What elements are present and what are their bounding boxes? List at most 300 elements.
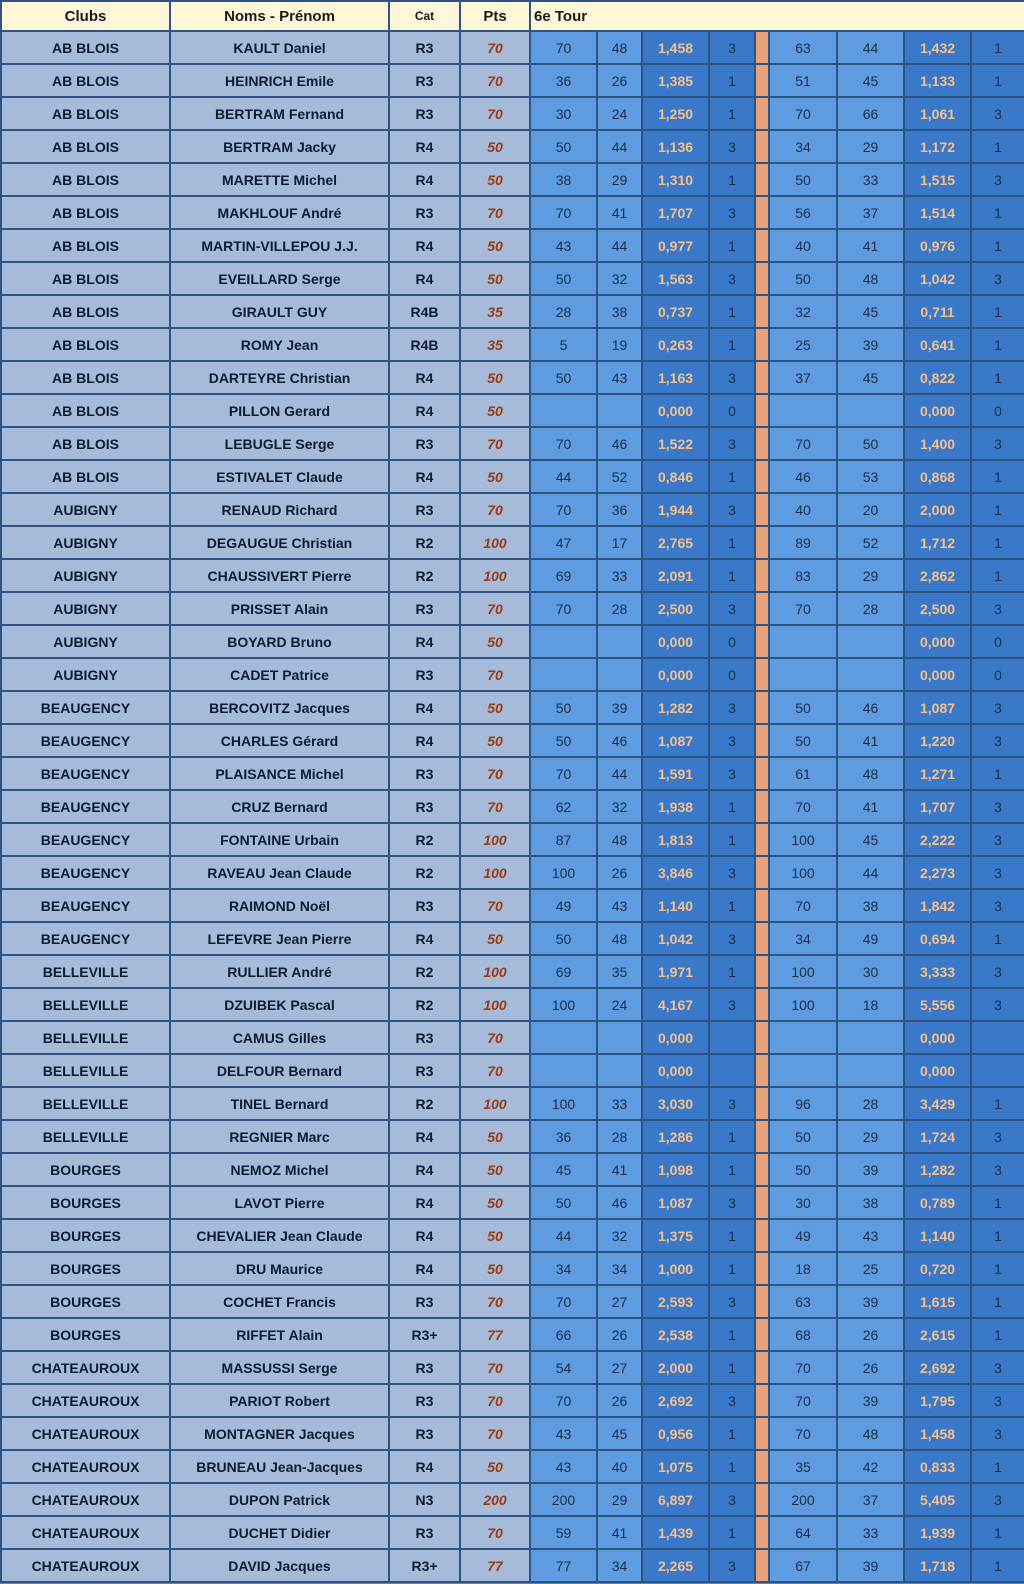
r2-innings-cell: 48 bbox=[837, 757, 904, 790]
name-cell: DARTEYRE Christian bbox=[170, 361, 389, 394]
r1-average-cell: 2,000 bbox=[642, 1351, 709, 1384]
r2-average-cell: 0,000 bbox=[904, 625, 971, 658]
r1-average-cell: 0,263 bbox=[642, 328, 709, 361]
club-cell: BEAUGENCY bbox=[1, 724, 170, 757]
r2-innings-cell: 53 bbox=[837, 460, 904, 493]
club-cell: AB BLOIS bbox=[1, 328, 170, 361]
cat-cell: R4 bbox=[389, 724, 460, 757]
r1-innings-cell: 32 bbox=[597, 1219, 642, 1252]
r2-score-cell: 64 bbox=[769, 1516, 837, 1549]
r1-innings-cell: 34 bbox=[597, 1549, 642, 1582]
r2-average-cell: 2,222 bbox=[904, 823, 971, 856]
r2-points-cell: 3 bbox=[971, 97, 1024, 130]
r1-score-cell: 44 bbox=[530, 1219, 597, 1252]
r2-score-cell: 50 bbox=[769, 163, 837, 196]
r1-score-cell: 200 bbox=[530, 1483, 597, 1516]
cat-cell: R4 bbox=[389, 460, 460, 493]
r2-average-cell: 1,458 bbox=[904, 1417, 971, 1450]
r2-score-cell: 70 bbox=[769, 1417, 837, 1450]
r2-points-cell: 1 bbox=[971, 229, 1024, 262]
club-cell: AB BLOIS bbox=[1, 262, 170, 295]
r1-innings-cell bbox=[597, 1054, 642, 1087]
r2-innings-cell: 45 bbox=[837, 295, 904, 328]
r2-innings-cell: 66 bbox=[837, 97, 904, 130]
name-cell: EVEILLARD Serge bbox=[170, 262, 389, 295]
separator-cell bbox=[755, 1318, 769, 1351]
r2-score-cell: 63 bbox=[769, 1285, 837, 1318]
r1-innings-cell: 33 bbox=[597, 1087, 642, 1120]
r2-points-cell: 3 bbox=[971, 790, 1024, 823]
r1-points-cell: 3 bbox=[709, 1384, 755, 1417]
cat-cell: R4 bbox=[389, 1153, 460, 1186]
r2-score-cell: 30 bbox=[769, 1186, 837, 1219]
pts-cell: 70 bbox=[460, 1285, 530, 1318]
name-cell: MONTAGNER Jacques bbox=[170, 1417, 389, 1450]
r2-average-cell: 0,711 bbox=[904, 295, 971, 328]
r2-score-cell: 50 bbox=[769, 724, 837, 757]
r2-score-cell: 70 bbox=[769, 427, 837, 460]
name-cell: BERCOVITZ Jacques bbox=[170, 691, 389, 724]
r1-innings-cell: 41 bbox=[597, 1516, 642, 1549]
separator-cell bbox=[755, 64, 769, 97]
separator-cell bbox=[755, 1021, 769, 1054]
r1-average-cell: 1,813 bbox=[642, 823, 709, 856]
pts-cell: 70 bbox=[460, 1516, 530, 1549]
r1-innings-cell: 34 bbox=[597, 1252, 642, 1285]
name-cell: HEINRICH Emile bbox=[170, 64, 389, 97]
r1-average-cell: 1,075 bbox=[642, 1450, 709, 1483]
r1-points-cell: 1 bbox=[709, 97, 755, 130]
r1-points-cell: 3 bbox=[709, 31, 755, 64]
r1-average-cell: 1,310 bbox=[642, 163, 709, 196]
pts-cell: 70 bbox=[460, 1417, 530, 1450]
r2-points-cell: 1 bbox=[971, 1186, 1024, 1219]
r1-innings-cell: 38 bbox=[597, 295, 642, 328]
r1-points-cell: 3 bbox=[709, 1087, 755, 1120]
separator-cell bbox=[755, 1516, 769, 1549]
r2-points-cell: 0 bbox=[971, 394, 1024, 427]
separator-cell bbox=[755, 889, 769, 922]
club-cell: BELLEVILLE bbox=[1, 955, 170, 988]
r2-points-cell: 1 bbox=[971, 31, 1024, 64]
r1-score-cell bbox=[530, 394, 597, 427]
table-row bbox=[1, 163, 1024, 196]
r2-points-cell: 0 bbox=[971, 658, 1024, 691]
r1-innings-cell: 36 bbox=[597, 493, 642, 526]
r2-score-cell: 25 bbox=[769, 328, 837, 361]
r1-score-cell: 87 bbox=[530, 823, 597, 856]
r1-points-cell bbox=[709, 1054, 755, 1087]
r2-average-cell: 0,000 bbox=[904, 1054, 971, 1087]
r1-points-cell: 1 bbox=[709, 1318, 755, 1351]
r2-score-cell: 46 bbox=[769, 460, 837, 493]
r2-points-cell: 3 bbox=[971, 427, 1024, 460]
name-cell: RAIMOND Noël bbox=[170, 889, 389, 922]
name-cell: BERTRAM Fernand bbox=[170, 97, 389, 130]
r1-score-cell: 50 bbox=[530, 361, 597, 394]
r1-score-cell bbox=[530, 625, 597, 658]
name-cell: KAULT Daniel bbox=[170, 31, 389, 64]
r1-innings-cell: 43 bbox=[597, 889, 642, 922]
table-row bbox=[1, 592, 1024, 625]
pts-cell: 70 bbox=[460, 1384, 530, 1417]
r2-points-cell: 3 bbox=[971, 592, 1024, 625]
club-cell: BOURGES bbox=[1, 1252, 170, 1285]
r1-score-cell: 50 bbox=[530, 724, 597, 757]
name-cell: PLAISANCE Michel bbox=[170, 757, 389, 790]
r2-points-cell: 1 bbox=[971, 328, 1024, 361]
r1-innings-cell: 28 bbox=[597, 592, 642, 625]
r1-score-cell: 34 bbox=[530, 1252, 597, 1285]
header-cat: Cat bbox=[389, 1, 460, 31]
r1-score-cell: 50 bbox=[530, 262, 597, 295]
pts-cell: 77 bbox=[460, 1318, 530, 1351]
r1-average-cell: 2,765 bbox=[642, 526, 709, 559]
club-cell: AB BLOIS bbox=[1, 64, 170, 97]
r1-score-cell: 43 bbox=[530, 229, 597, 262]
cat-cell: R3 bbox=[389, 592, 460, 625]
separator-cell bbox=[755, 922, 769, 955]
r2-innings-cell: 37 bbox=[837, 196, 904, 229]
r2-score-cell: 18 bbox=[769, 1252, 837, 1285]
r2-innings-cell: 18 bbox=[837, 988, 904, 1021]
club-cell: AUBIGNY bbox=[1, 559, 170, 592]
r1-innings-cell: 17 bbox=[597, 526, 642, 559]
cat-cell: R3 bbox=[389, 493, 460, 526]
cat-cell: R4 bbox=[389, 1252, 460, 1285]
header-clubs: Clubs bbox=[1, 1, 170, 31]
r1-points-cell: 1 bbox=[709, 1120, 755, 1153]
name-cell: CHEVALIER Jean Claude bbox=[170, 1219, 389, 1252]
club-cell: CHATEAUROUX bbox=[1, 1516, 170, 1549]
club-cell: BELLEVILLE bbox=[1, 1087, 170, 1120]
pts-cell: 50 bbox=[460, 1153, 530, 1186]
r1-average-cell: 1,439 bbox=[642, 1516, 709, 1549]
club-cell: AB BLOIS bbox=[1, 97, 170, 130]
r2-innings-cell: 39 bbox=[837, 1549, 904, 1582]
club-cell: AUBIGNY bbox=[1, 493, 170, 526]
name-cell: CRUZ Bernard bbox=[170, 790, 389, 823]
r1-innings-cell: 33 bbox=[597, 559, 642, 592]
r1-score-cell: 70 bbox=[530, 1384, 597, 1417]
r1-points-cell: 3 bbox=[709, 1549, 755, 1582]
r2-points-cell: 3 bbox=[971, 262, 1024, 295]
r2-average-cell: 1,795 bbox=[904, 1384, 971, 1417]
r2-innings-cell: 45 bbox=[837, 64, 904, 97]
table-row bbox=[1, 1153, 1024, 1186]
table-row bbox=[1, 526, 1024, 559]
table-row bbox=[1, 262, 1024, 295]
r2-average-cell: 0,694 bbox=[904, 922, 971, 955]
separator-cell bbox=[755, 955, 769, 988]
r2-average-cell: 1,271 bbox=[904, 757, 971, 790]
r2-innings-cell: 37 bbox=[837, 1483, 904, 1516]
r1-points-cell: 3 bbox=[709, 757, 755, 790]
r2-points-cell: 1 bbox=[971, 922, 1024, 955]
table-row bbox=[1, 1483, 1024, 1516]
pts-cell: 50 bbox=[460, 394, 530, 427]
separator-cell bbox=[755, 295, 769, 328]
cat-cell: R3+ bbox=[389, 1318, 460, 1351]
club-cell: CHATEAUROUX bbox=[1, 1384, 170, 1417]
separator-cell bbox=[755, 130, 769, 163]
r2-innings-cell: 39 bbox=[837, 1153, 904, 1186]
r1-score-cell: 70 bbox=[530, 1285, 597, 1318]
r1-average-cell: 1,000 bbox=[642, 1252, 709, 1285]
r2-average-cell: 1,432 bbox=[904, 31, 971, 64]
r1-innings-cell: 32 bbox=[597, 790, 642, 823]
separator-cell bbox=[755, 988, 769, 1021]
r1-average-cell: 2,593 bbox=[642, 1285, 709, 1318]
r1-average-cell: 4,167 bbox=[642, 988, 709, 1021]
club-cell: BEAUGENCY bbox=[1, 823, 170, 856]
club-cell: AB BLOIS bbox=[1, 229, 170, 262]
r1-innings-cell: 48 bbox=[597, 823, 642, 856]
table-row bbox=[1, 130, 1024, 163]
r2-score-cell bbox=[769, 394, 837, 427]
cat-cell: R4 bbox=[389, 361, 460, 394]
club-cell: CHATEAUROUX bbox=[1, 1450, 170, 1483]
r2-score-cell: 83 bbox=[769, 559, 837, 592]
pts-cell: 50 bbox=[460, 625, 530, 658]
r2-score-cell: 100 bbox=[769, 988, 837, 1021]
pts-cell: 70 bbox=[460, 658, 530, 691]
pts-cell: 50 bbox=[460, 130, 530, 163]
r2-innings-cell: 33 bbox=[837, 1516, 904, 1549]
separator-cell bbox=[755, 1153, 769, 1186]
name-cell: ROMY Jean bbox=[170, 328, 389, 361]
r1-innings-cell bbox=[597, 394, 642, 427]
r1-score-cell: 47 bbox=[530, 526, 597, 559]
r2-innings-cell: 45 bbox=[837, 823, 904, 856]
cat-cell: R3 bbox=[389, 196, 460, 229]
r2-average-cell: 5,405 bbox=[904, 1483, 971, 1516]
r2-average-cell: 0,868 bbox=[904, 460, 971, 493]
cat-cell: R4 bbox=[389, 163, 460, 196]
r1-innings-cell bbox=[597, 1021, 642, 1054]
r1-average-cell: 0,846 bbox=[642, 460, 709, 493]
r2-points-cell: 1 bbox=[971, 1087, 1024, 1120]
r2-score-cell: 96 bbox=[769, 1087, 837, 1120]
club-cell: CHATEAUROUX bbox=[1, 1483, 170, 1516]
separator-cell bbox=[755, 1384, 769, 1417]
r2-average-cell: 1,133 bbox=[904, 64, 971, 97]
club-cell: AB BLOIS bbox=[1, 295, 170, 328]
name-cell: REGNIER Marc bbox=[170, 1120, 389, 1153]
r2-innings-cell: 41 bbox=[837, 790, 904, 823]
pts-cell: 70 bbox=[460, 790, 530, 823]
separator-cell bbox=[755, 1351, 769, 1384]
r2-average-cell: 3,333 bbox=[904, 955, 971, 988]
club-cell: BEAUGENCY bbox=[1, 922, 170, 955]
club-cell: AUBIGNY bbox=[1, 658, 170, 691]
r2-innings-cell: 30 bbox=[837, 955, 904, 988]
cat-cell: R3 bbox=[389, 1351, 460, 1384]
r1-average-cell: 2,692 bbox=[642, 1384, 709, 1417]
name-cell: TINEL Bernard bbox=[170, 1087, 389, 1120]
r2-points-cell: 1 bbox=[971, 526, 1024, 559]
cat-cell: R2 bbox=[389, 1087, 460, 1120]
table-row bbox=[1, 691, 1024, 724]
r2-score-cell: 34 bbox=[769, 130, 837, 163]
header-tour: 6e Tour bbox=[530, 1, 642, 31]
r1-points-cell: 1 bbox=[709, 1516, 755, 1549]
r2-average-cell: 1,061 bbox=[904, 97, 971, 130]
r1-average-cell: 1,385 bbox=[642, 64, 709, 97]
r2-average-cell: 1,042 bbox=[904, 262, 971, 295]
r2-innings-cell: 29 bbox=[837, 1120, 904, 1153]
r2-points-cell: 1 bbox=[971, 1549, 1024, 1582]
name-cell: RIFFET Alain bbox=[170, 1318, 389, 1351]
pts-cell: 50 bbox=[460, 262, 530, 295]
r2-innings-cell: 25 bbox=[837, 1252, 904, 1285]
r1-points-cell: 1 bbox=[709, 526, 755, 559]
r2-score-cell: 200 bbox=[769, 1483, 837, 1516]
r2-score-cell: 70 bbox=[769, 1351, 837, 1384]
pts-cell: 70 bbox=[460, 31, 530, 64]
club-cell: AUBIGNY bbox=[1, 592, 170, 625]
cat-cell: R4 bbox=[389, 1186, 460, 1219]
name-cell: MARETTE Michel bbox=[170, 163, 389, 196]
pts-cell: 70 bbox=[460, 64, 530, 97]
r1-points-cell: 1 bbox=[709, 1252, 755, 1285]
pts-cell: 100 bbox=[460, 988, 530, 1021]
name-cell: RAVEAU Jean Claude bbox=[170, 856, 389, 889]
r1-average-cell: 1,707 bbox=[642, 196, 709, 229]
r2-score-cell: 70 bbox=[769, 790, 837, 823]
r1-points-cell: 1 bbox=[709, 889, 755, 922]
r2-points-cell: 1 bbox=[971, 757, 1024, 790]
separator-cell bbox=[755, 1054, 769, 1087]
cat-cell: R3 bbox=[389, 1417, 460, 1450]
pts-cell: 70 bbox=[460, 1351, 530, 1384]
club-cell: BOURGES bbox=[1, 1186, 170, 1219]
cat-cell: R3 bbox=[389, 31, 460, 64]
r2-points-cell: 3 bbox=[971, 724, 1024, 757]
r1-average-cell: 0,000 bbox=[642, 1054, 709, 1087]
separator-cell bbox=[755, 790, 769, 823]
cat-cell: R4 bbox=[389, 1450, 460, 1483]
cat-cell: R3 bbox=[389, 1516, 460, 1549]
name-cell: LEFEVRE Jean Pierre bbox=[170, 922, 389, 955]
table-body bbox=[1, 31, 1024, 1582]
r1-innings-cell: 19 bbox=[597, 328, 642, 361]
table-row bbox=[1, 724, 1024, 757]
separator-cell bbox=[755, 1285, 769, 1318]
pts-cell: 70 bbox=[460, 493, 530, 526]
separator-cell bbox=[755, 1219, 769, 1252]
cat-cell: R3 bbox=[389, 1054, 460, 1087]
pts-cell: 70 bbox=[460, 1021, 530, 1054]
r2-average-cell: 2,273 bbox=[904, 856, 971, 889]
r2-score-cell: 70 bbox=[769, 592, 837, 625]
r2-average-cell: 0,976 bbox=[904, 229, 971, 262]
name-cell: BOYARD Bruno bbox=[170, 625, 389, 658]
table-row bbox=[1, 625, 1024, 658]
r2-points-cell: 3 bbox=[971, 691, 1024, 724]
r2-average-cell: 0,720 bbox=[904, 1252, 971, 1285]
club-cell: BEAUGENCY bbox=[1, 691, 170, 724]
r1-score-cell: 49 bbox=[530, 889, 597, 922]
r2-points-cell: 1 bbox=[971, 493, 1024, 526]
cat-cell: R4 bbox=[389, 922, 460, 955]
separator-cell bbox=[755, 1186, 769, 1219]
cat-cell: R4B bbox=[389, 328, 460, 361]
pts-cell: 70 bbox=[460, 196, 530, 229]
table-row bbox=[1, 757, 1024, 790]
r1-average-cell: 0,000 bbox=[642, 625, 709, 658]
cat-cell: R3+ bbox=[389, 1549, 460, 1582]
r1-score-cell: 50 bbox=[530, 1186, 597, 1219]
r1-average-cell: 1,087 bbox=[642, 1186, 709, 1219]
r1-points-cell: 1 bbox=[709, 1153, 755, 1186]
r2-average-cell: 1,140 bbox=[904, 1219, 971, 1252]
table-row bbox=[1, 790, 1024, 823]
table-row bbox=[1, 1219, 1024, 1252]
cat-cell: N3 bbox=[389, 1483, 460, 1516]
cat-cell: R2 bbox=[389, 526, 460, 559]
r2-score-cell: 70 bbox=[769, 1384, 837, 1417]
r1-innings-cell: 52 bbox=[597, 460, 642, 493]
name-cell: LAVOT Pierre bbox=[170, 1186, 389, 1219]
r2-points-cell: 1 bbox=[971, 460, 1024, 493]
table-row bbox=[1, 1252, 1024, 1285]
cat-cell: R3 bbox=[389, 757, 460, 790]
table-row bbox=[1, 559, 1024, 592]
r1-average-cell: 1,136 bbox=[642, 130, 709, 163]
separator-cell bbox=[755, 163, 769, 196]
r1-average-cell: 0,000 bbox=[642, 658, 709, 691]
r2-points-cell: 1 bbox=[971, 196, 1024, 229]
r2-score-cell: 37 bbox=[769, 361, 837, 394]
r2-average-cell: 1,172 bbox=[904, 130, 971, 163]
cat-cell: R3 bbox=[389, 790, 460, 823]
name-cell: PRISSET Alain bbox=[170, 592, 389, 625]
club-cell: AB BLOIS bbox=[1, 163, 170, 196]
pts-cell: 50 bbox=[460, 1120, 530, 1153]
r1-points-cell: 3 bbox=[709, 691, 755, 724]
pts-cell: 50 bbox=[460, 1186, 530, 1219]
r1-points-cell: 1 bbox=[709, 64, 755, 97]
name-cell: DZUIBEK Pascal bbox=[170, 988, 389, 1021]
separator-cell bbox=[755, 823, 769, 856]
r2-innings-cell: 28 bbox=[837, 1087, 904, 1120]
table-row bbox=[1, 1054, 1024, 1087]
r2-innings-cell: 29 bbox=[837, 130, 904, 163]
separator-cell bbox=[755, 1252, 769, 1285]
r1-score-cell: 36 bbox=[530, 64, 597, 97]
cat-cell: R2 bbox=[389, 856, 460, 889]
name-cell: NEMOZ Michel bbox=[170, 1153, 389, 1186]
r1-points-cell: 3 bbox=[709, 1483, 755, 1516]
r2-points-cell: 3 bbox=[971, 988, 1024, 1021]
club-cell: BELLEVILLE bbox=[1, 988, 170, 1021]
table-row bbox=[1, 1285, 1024, 1318]
r2-innings-cell: 46 bbox=[837, 691, 904, 724]
r2-average-cell: 1,615 bbox=[904, 1285, 971, 1318]
name-cell: ESTIVALET Claude bbox=[170, 460, 389, 493]
r1-innings-cell: 46 bbox=[597, 724, 642, 757]
separator-cell bbox=[755, 1483, 769, 1516]
pts-cell: 77 bbox=[460, 1549, 530, 1582]
r1-score-cell: 50 bbox=[530, 691, 597, 724]
cat-cell: R4 bbox=[389, 1219, 460, 1252]
club-cell: BOURGES bbox=[1, 1318, 170, 1351]
r1-average-cell: 1,098 bbox=[642, 1153, 709, 1186]
r1-innings-cell: 27 bbox=[597, 1351, 642, 1384]
r2-innings-cell: 26 bbox=[837, 1351, 904, 1384]
r2-score-cell: 51 bbox=[769, 64, 837, 97]
